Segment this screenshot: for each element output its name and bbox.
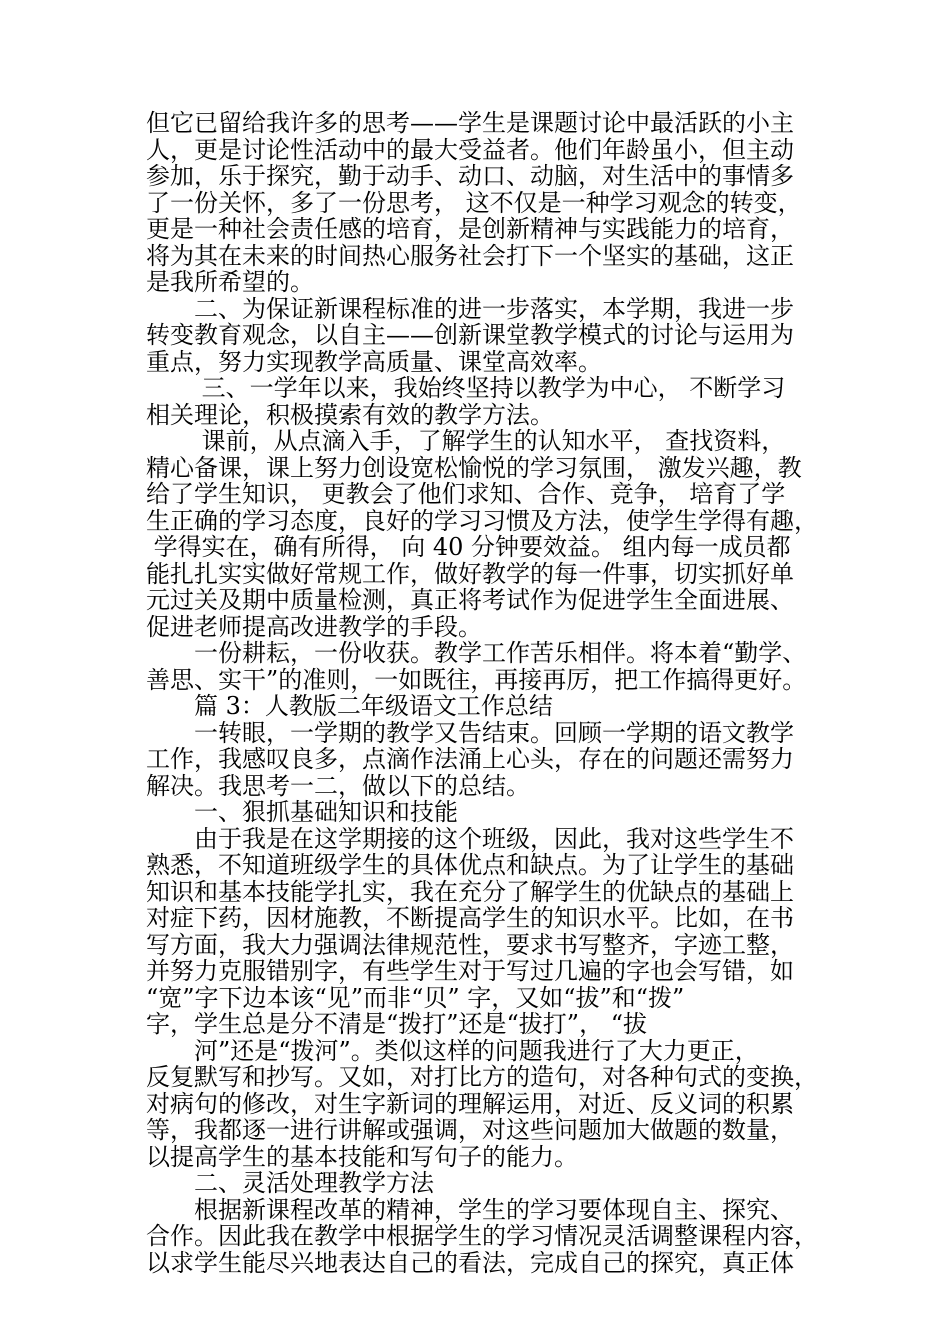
- text-line: “宽”字下边本该“见”而非“贝” 字，又如“拔”和“拨”: [146, 983, 685, 1012]
- text-line: 课前，从点滴入手，了解学生的认知水平， 查找资料，: [146, 427, 786, 455]
- text-line: 学得实在，确有所得， 向 40 分钟要效益。 组内每一成员都: [146, 533, 791, 561]
- text-line: 河”还是“拨河”。类似这样的问题我进行了大力更正，: [146, 1036, 759, 1065]
- text-line: 精心备课，课上努力创设宽松愉悦的学习氛围， 激发兴趣，教: [146, 453, 802, 482]
- text-line: 写方面，我大力强调法律规范性，要求书写整齐，字迹工整，: [146, 930, 794, 959]
- text-line: 熟悉，不知道班级学生的具体优点和缺点。为了让学生的基础: [146, 851, 794, 879]
- text-line: 以提高学生的基本技能和写句子的能力。: [146, 1142, 578, 1171]
- text-line: 工作，我感叹良多，点滴作法涌上心头，存在的问题还需努力: [146, 745, 794, 773]
- text-line: 能扎扎实实做好常规工作，做好教学的每一件事，切实抓好单: [146, 559, 794, 588]
- text-line: 反复默写和抄写。又如，对打比方的造句，对各种句式的变换，: [146, 1063, 818, 1091]
- text-line: 人，更是讨论性活动中的最大受益者。他们年龄虽小，但主动: [146, 135, 794, 164]
- text-line: 生正确的学习态度，良好的学习习惯及方法，使学生学得有趣，: [146, 506, 818, 535]
- text-line: 根据新课程改革的精神，学生的学习要体现自主、探究、: [146, 1195, 794, 1224]
- text-line: 等，我都逐一进行讲解或强调，对这些问题加大做题的数量，: [146, 1116, 794, 1144]
- text-line: 合作。因此我在教学中根据学生的学习情况灵活调整课程内容，: [146, 1222, 818, 1250]
- section-heading: 二、灵活处理教学方法: [146, 1169, 434, 1197]
- text-line: 二、为保证新课程标准的进一步落实，本学期，我进一步: [146, 294, 794, 323]
- text-line: 更是一种社会责任感的培育，是创新精神与实践能力的培育，: [146, 215, 794, 243]
- text-line: 对病句的修改，对生字新词的理解运用，对近、反义词的积累: [146, 1089, 794, 1118]
- text-line: 并努力克服错别字，有些学生对于写过几遍的字也会写错，如: [146, 957, 794, 985]
- text-line: 是我所希望的。: [146, 268, 314, 296]
- text-line: 参加，乐于探究，勤于动手、动口、动脑，对生活中的事情多: [146, 162, 794, 190]
- text-line: 但它已留给我许多的思考——学生是课题讨论中最活跃的小主: [146, 109, 794, 137]
- text-line: 将为其在未来的时间热心服务社会打下一个坚实的基础，这正: [146, 241, 794, 270]
- section-heading: 篇 3：人教版二年级语文工作总结: [146, 692, 553, 720]
- text-line: 转变教育观念，以自主——创新课堂教学模式的讨论与运用为: [146, 321, 794, 349]
- text-line: 一转眼，一学期的教学又告结束。回顾一学期的语文教学: [146, 718, 794, 747]
- document-body: [146, 110, 816, 1276]
- section-heading: 一、狠抓基础知识和技能: [146, 798, 458, 826]
- text-line: 了一份关怀，多了一份思考， 这不仅是一种学习观念的转变，: [146, 188, 802, 217]
- text-line: 善思、实干”的准则，一如既往，再接再厉，把工作搞得更好。: [146, 665, 807, 694]
- text-line: 由于我是在这学期接的这个班级，因此，我对这些学生不: [146, 824, 794, 853]
- text-line: 促进老师提高改进教学的手段。: [146, 612, 482, 641]
- text-line: 一份耕耘，一份收获。教学工作苦乐相伴。将本着“勤学、: [146, 639, 807, 667]
- text-line: 知识和基本技能学扎实，我在充分了解学生的优缺点的基础上: [146, 877, 794, 906]
- text-line: 字，学生总是分不清是“拨打”还是“拔打”， “拔: [146, 1010, 647, 1038]
- text-line: 重点，努力实现教学高质量、课堂高效率。: [146, 347, 602, 376]
- text-line: 三、一学年以来，我始终坚持以教学为中心， 不断学习: [146, 374, 786, 402]
- text-line: 对症下药，因材施教，不断提高学生的知识水平。比如，在书: [146, 904, 794, 932]
- text-line: 相关理论，积极摸索有效的教学方法。: [146, 400, 554, 429]
- text-line: 给了学生知识， 更教会了他们求知、合作、竞争， 培育了学: [146, 480, 786, 508]
- text-line: 解决。我思考一二，做以下的总结。: [146, 771, 530, 800]
- text-line: 以求学生能尽兴地表达自己的看法，完成自己的探究，真正体: [146, 1248, 794, 1277]
- text-line: 元过关及期中质量检测，真正将考试作为促进学生全面进展、: [146, 586, 794, 614]
